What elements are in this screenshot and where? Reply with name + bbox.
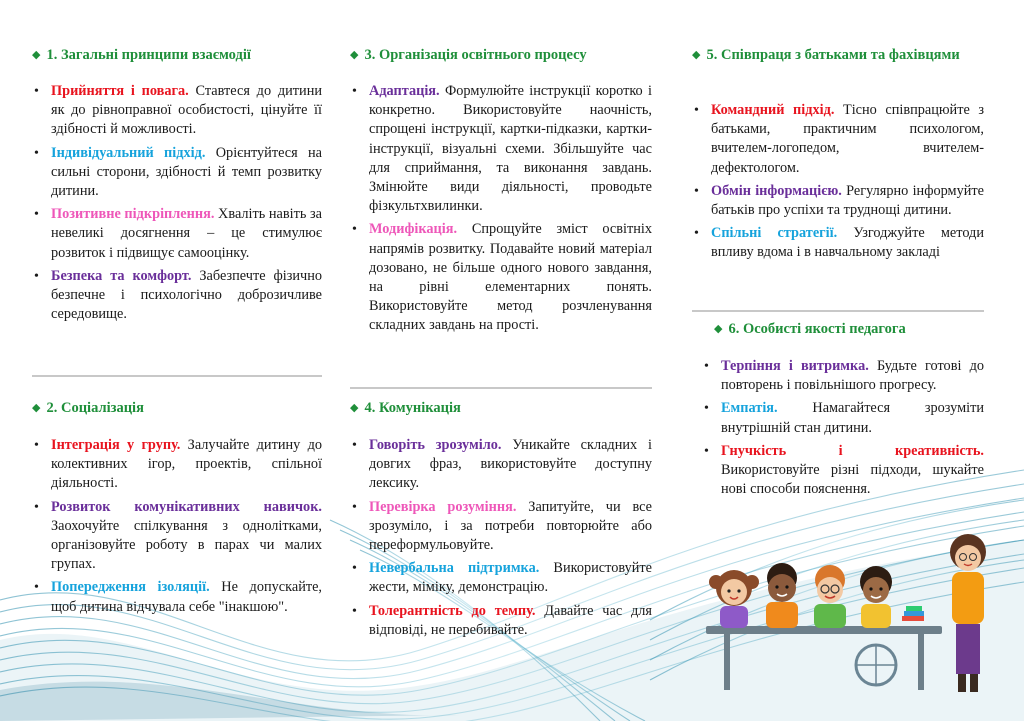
- list-item: • Терпіння і витримка. Будьте готові до повторень і повільнішого прогресу.: [704, 358, 984, 394]
- bullet-icon: •: [704, 401, 709, 417]
- list-item: • Безпека та комфорт. Забезпечте фізично безпечне і психологічно доброзичливе середовище.: [34, 267, 323, 323]
- section-divider: [32, 375, 322, 377]
- section-heading-teacher-qualities: ◆ 6. Особисті якості педагога: [714, 321, 906, 337]
- bullet-icon: •: [34, 580, 39, 596]
- section-divider: [692, 310, 984, 312]
- bullet-icon: •: [694, 226, 699, 242]
- diamond-icon: ◆: [350, 49, 359, 61]
- list-teacher-qualities: [702, 357, 984, 503]
- bullet-icon: •: [704, 443, 709, 459]
- bullet-icon: •: [704, 359, 709, 374]
- section-heading-socialization: ◆ 2. Соціалізація: [32, 400, 144, 416]
- list-socialization: [32, 436, 322, 621]
- list-item: • Індивідуальний підхід. Орієнтуйтеся на сильні сторони, здібності й темп розвитку дитини.: [34, 144, 323, 200]
- bullet-icon: •: [34, 207, 39, 223]
- diamond-icon: ◆: [714, 323, 723, 335]
- bullet-icon: •: [694, 183, 699, 199]
- list-general-principles: [32, 82, 322, 328]
- list-item: • Адаптація. Формулюйте інструкції коротко і конкретно. Використовуйте наочність, спрощені інструкції, картки-підказки, картки-інструкції, візуальні схеми. Збільшуйте час для сприймання, та виконання завдань. Змінюйте види діяльності, проводьте фізкультхвилинки.: [352, 83, 652, 215]
- diamond-icon: ◆: [32, 49, 41, 61]
- list-item: • Позитивне підкріплення. Хваліть навіть за невеликі досягнення – це стимулює розвиток і підвищує самооцінку.: [34, 206, 323, 261]
- bullet-icon: •: [34, 438, 39, 453]
- list-item: • Говоріть зрозуміло. Уникайте складних і довгих фраз, використовуйте доступну лексику.: [352, 437, 652, 492]
- bullet-icon: •: [352, 84, 357, 99]
- bullet-icon: •: [34, 84, 39, 99]
- list-item: • Перевірка розуміння. Запитуйте, чи все зрозуміло, і за потреби повторюйте або переформульовуйте.: [352, 498, 653, 554]
- list-item: • Командний підхід. Тісно співпрацюйте з батьками, практичним психологом, вчителем-логопедом, вчителем-дефектологом.: [694, 102, 984, 176]
- diamond-icon: ◆: [692, 49, 701, 61]
- bullet-icon: •: [352, 438, 357, 453]
- list-item: • Інтеграція у групу. Залучайте дитину до колективних ігор, проектів, спільної діяльності.: [34, 437, 322, 492]
- list-item: • Гнучкість і креативність. Використовуйте різні підходи, шукайте нові способи пояснення.: [704, 442, 984, 498]
- diamond-icon: ◆: [32, 402, 41, 414]
- list-item: • Прийняття і повага. Ставтеся до дитини як до рівноправної особистості, цінуйте її здібності й можливості.: [34, 83, 322, 138]
- bullet-icon: •: [34, 268, 39, 284]
- bullet-icon: •: [34, 499, 39, 515]
- list-item: • Емпатія. Намагайтеся зрозуміти внутрішній стан дитини.: [704, 400, 984, 436]
- bullet-icon: •: [352, 499, 357, 515]
- list-communication: [350, 436, 652, 644]
- list-educational-process: [350, 82, 652, 340]
- section-heading-general-principles: ◆ 1. Загальні принципи взаємодії: [32, 47, 251, 63]
- children-with-teacher-illustration: [706, 530, 1006, 710]
- list-cooperation: [692, 101, 984, 267]
- bullet-icon: •: [352, 561, 357, 577]
- section-heading-educational-process: ◆ 3. Організація освітнього процесу: [350, 47, 587, 63]
- bullet-icon: •: [352, 603, 357, 619]
- list-item: • Невербальна підтримка. Використовуйте жести, міміку, демонстрацію.: [352, 560, 652, 596]
- diamond-icon: ◆: [350, 402, 359, 414]
- bullet-icon: •: [34, 145, 39, 161]
- list-item: • Спільні стратегії. Узгоджуйте методи впливу вдома і в навчальному закладі: [694, 225, 984, 261]
- list-item: • Модифікація. Спрощуйте зміст освітніх напрямів розвитку. Подавайте новий матеріал дозовано, не більше одного нового завдання, на рівні елементарних понять. Використовуйте метод розчленування складних завдань на прості.: [352, 221, 652, 334]
- bullet-icon: •: [694, 103, 699, 118]
- list-item: • Попередження ізоляції. Не допускайте, щоб дитина відчувала себе "інакшою".: [34, 579, 323, 615]
- section-heading-communication: ◆ 4. Комунікація: [350, 400, 461, 416]
- list-item: • Толерантність до темпу. Давайте час для відповіді, не перебивайте.: [352, 602, 652, 638]
- list-item: • Розвиток комунікативних навичок. Заохочуйте спілкування з однолітками, організовуйте роботу в парах чи малих групах.: [34, 498, 322, 573]
- bullet-icon: •: [352, 222, 357, 238]
- section-divider: [350, 387, 652, 389]
- section-heading-cooperation: ◆ 5. Співпраця з батьками та фахівцями: [692, 47, 960, 63]
- list-item: • Обмін інформацією. Регулярно інформуйте батьків про успіхи та труднощі дитини.: [694, 182, 984, 219]
